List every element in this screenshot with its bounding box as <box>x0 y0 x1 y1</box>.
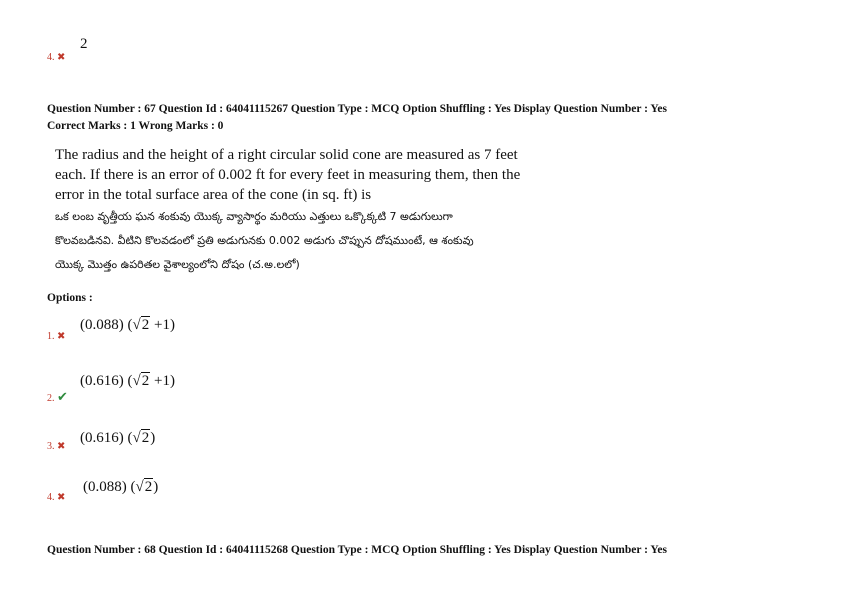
check-mark-icon: ✔ <box>57 389 68 404</box>
option-3-marker <box>47 441 65 452</box>
telugu-line: ఒక లంబ వృత్తీయ ఘన శంకువు యొక్క వ్యాసార్థం మరియు ఎత్తులు ఒక్కొక్కటి 7 అడుగులుగా <box>55 210 453 223</box>
sqrt-sign: √ <box>132 373 141 389</box>
option-2-marker <box>47 389 68 405</box>
next-question-meta: Question Number : 68 Question Id : 64041115268 Question Type : MCQ Option Shuffling : Yes Display Question Number : Yes <box>47 544 668 556</box>
wrong-mark-icon: ✖ <box>57 441 66 452</box>
option-number: 2. <box>47 393 55 404</box>
prev-option-content: 2 <box>80 36 88 52</box>
question-stem <box>55 145 595 205</box>
option-number: 3. <box>47 441 55 452</box>
option-1-marker <box>47 331 65 342</box>
stem-line: error in the total surface area of the cone (in sq. ft) is <box>55 187 372 203</box>
stem-line: The radius and the height of a right circular solid cone are measured as 7 feet <box>55 147 518 163</box>
sqrt-sign: √ <box>132 317 141 333</box>
wrong-mark-icon: ✖ <box>57 331 66 342</box>
telugu-line: యొక్క మొత్తం ఉపరితల వైశాల్యంలోని దోషం (చ.అ.లలో) <box>55 258 300 271</box>
option-3-text: (0.616) (√2) <box>80 430 156 446</box>
option-number: 1. <box>47 331 55 342</box>
wrong-mark-icon: ✖ <box>57 492 66 503</box>
question-meta: Question Number : 67 Question Id : 64041115267 Question Type : MCQ Option Shuffling : Yes Display Question Number : Yes <box>47 103 668 115</box>
telugu-line: కొలవబడినవి. వీటిని కొలవడంలో ప్రతి అడుగునకు 0.002 అడుగు చొప్పున దోషముంటే, ఆ శంకువు <box>55 234 474 247</box>
sqrt-sign: √ <box>135 479 144 495</box>
radicand: 2 <box>144 479 153 495</box>
prev-option-number: 4. <box>47 52 55 63</box>
option-1-text: (0.088) (√2 +1) <box>80 317 175 333</box>
radicand: 2 <box>141 317 150 333</box>
marks-meta: Correct Marks : 1 Wrong Marks : 0 <box>47 120 224 132</box>
radicand: 2 <box>141 373 150 389</box>
prev-option <box>47 52 65 63</box>
option-4-text: (0.088) (√2) <box>83 479 159 495</box>
options-label: Options : <box>47 292 93 304</box>
sqrt-sign: √ <box>132 430 141 446</box>
option-4-marker <box>47 492 65 503</box>
wrong-mark-icon: ✖ <box>57 52 66 63</box>
stem-line: each. If there is an error of 0.002 ft for every feet in measuring them, then the <box>55 167 521 183</box>
option-number: 4. <box>47 492 55 503</box>
option-2-text: (0.616) (√2 +1) <box>80 373 175 389</box>
radicand: 2 <box>141 430 150 446</box>
question-stem-telugu <box>55 205 615 277</box>
